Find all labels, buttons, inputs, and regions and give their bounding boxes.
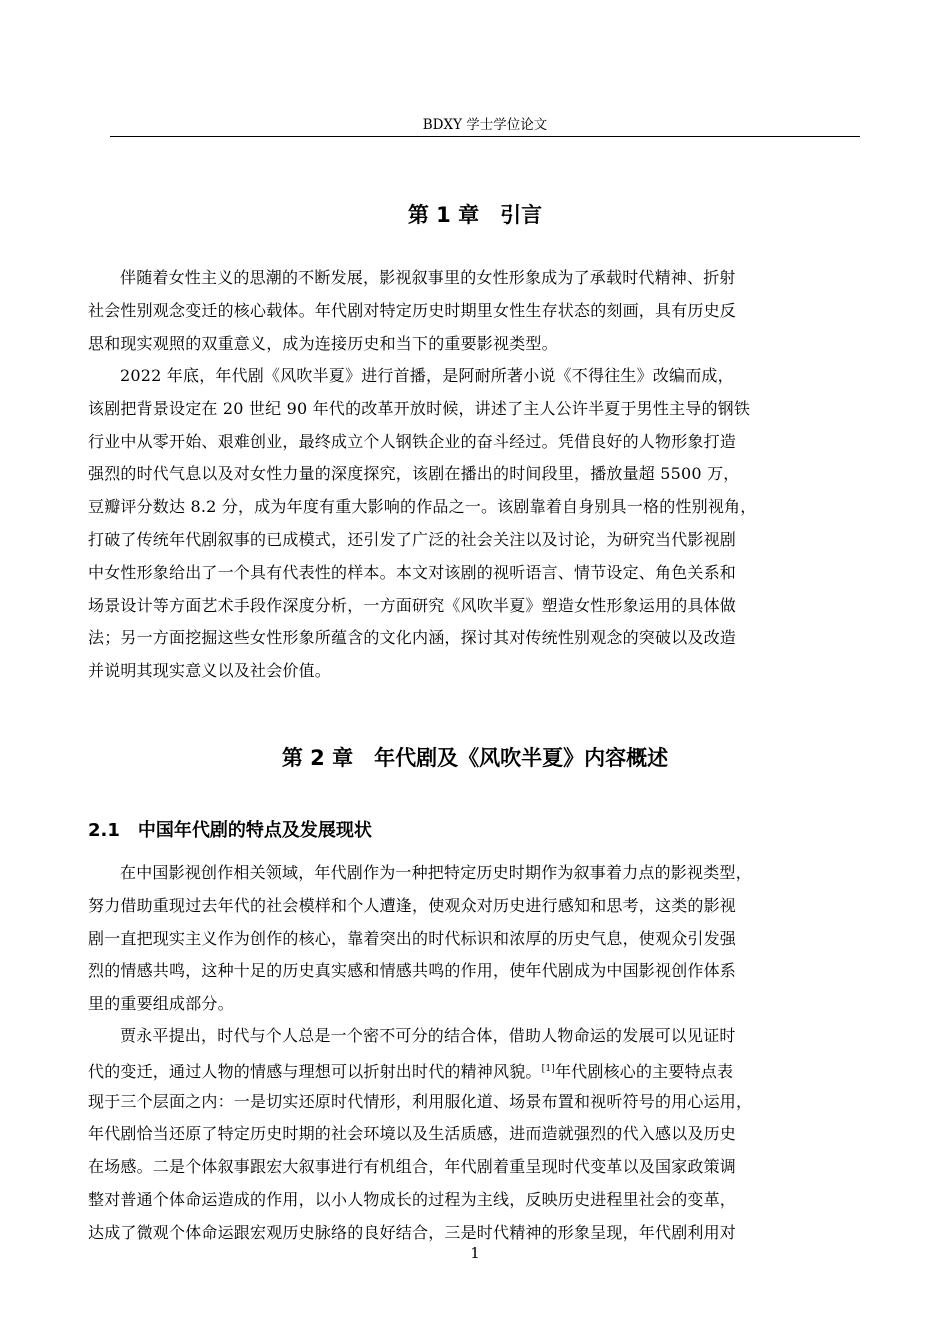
text-line: 打破了传统年代剧叙事的已成模式，还引发了广泛的社会关注以及讨论，为研究当代影视剧 bbox=[88, 529, 737, 549]
text-line: 年代剧恰当还原了特定历史时期的社会环境以及生活质感，进而造就强烈的代入感以及历史 bbox=[88, 1124, 737, 1144]
text-segment: 年代剧核心的主要特点表 bbox=[554, 1061, 734, 1081]
text-line: 法；另一方面挖掘这些女性形象所蕴含的文化内涵，探讨其对传统性别观念的突破以及改造 bbox=[88, 628, 737, 648]
text-line: 社会性别观念变迁的核心载体。年代剧对特定历史时期里女性生存状态的刻画，具有历史反 bbox=[88, 300, 737, 320]
text-line: 现于三个层面之内：一是切实还原时代情形，利用服化道、场景布置和视听符号的用心运用， bbox=[88, 1091, 753, 1111]
text-line: 达成了微观个体命运跟宏观历史脉络的良好结合，三是时代精神的形象呈现，年代剧利用对 bbox=[88, 1222, 737, 1242]
text-line: 里的重要组成部分。 bbox=[88, 994, 234, 1014]
chapter-1-title: 第 1 章 引言 bbox=[407, 203, 543, 227]
text-segment: 代的变迁，通过人物的情感与理想可以折射出时代的精神风貌。 bbox=[88, 1061, 542, 1081]
text-line: 思和现实观照的双重意义，成为连接历史和当下的重要影视类型。 bbox=[88, 333, 558, 353]
text-line: 在中国影视创作相关领域，年代剧作为一种把特定历史时期作为叙事着力点的影视类型， bbox=[120, 863, 752, 882]
text-line bbox=[88, 1053, 862, 1086]
text-line: 并说明其现实意义以及社会价值。 bbox=[88, 661, 332, 681]
text-line: 烈的情感共鸣，这种十足的历史真实感和情感共鸣的作用，使年代剧成为中国影视创作体系 bbox=[88, 961, 737, 981]
text-line: 豆瓣评分数达 8.2 分，成为年度有重大影响的作品之一。该剧靠着自身别具一格的性别视角， bbox=[88, 497, 757, 517]
section-2-1-paragraph-1 bbox=[88, 857, 862, 1021]
text-line: 贾永平提出，时代与个人总是一个密不可分的结合体，借助人物命运的发展可以见证时 bbox=[120, 1026, 736, 1045]
text-line: 2022 年底，年代剧《风吹半夏》进行首播，是阿耐所著小说《不得往生》改编而成， bbox=[120, 366, 734, 385]
text-line: 场景设计等方面艺术手段作深度分析，一方面研究《风吹半夏》塑造女性形象运用的具体做 bbox=[88, 595, 737, 615]
text-line: 强烈的时代气息以及对女性力量的深度探究，该剧在播出的时间段里，播放量超 5500 万， bbox=[88, 464, 740, 484]
text-line: 行业中从零开始、艰难创业，最终成立个人钢铁企业的奋斗经过。凭借良好的人物形象打造 bbox=[88, 431, 737, 451]
text-line: 整对普通个体命运造成的作用，以小人物成长的过程为主线，反映历史进程里社会的变革， bbox=[88, 1189, 737, 1209]
text-line: 努力借助重现过去年代的社会模样和个人遭逢，使观众对历史进行感知和思考，这类的影视 bbox=[88, 895, 737, 915]
section-2-1-paragraph-2 bbox=[88, 1020, 862, 1250]
chapter-1-paragraph-2 bbox=[88, 360, 862, 688]
text-line: 中女性形象给出了一个具有代表性的样本。本文对该剧的视听语言、情节设定、角色关系和 bbox=[88, 562, 737, 582]
chapter-2-title: 第 2 章 年代剧及《风吹半夏》内容概述 bbox=[281, 746, 669, 770]
page-number: 1 bbox=[470, 1244, 480, 1262]
header-text: BDXY 学士学位论文 bbox=[422, 117, 548, 133]
text-line: 伴随着女性主义的思潮的不断发展，影视叙事里的女性形象成为了承载时代精神、折射 bbox=[120, 268, 736, 287]
text-line: 剧一直把现实主义作为创作的核心，靠着突出的时代标识和浓厚的历史气息，使观众引发强 bbox=[88, 928, 737, 948]
section-2-1-title: 2.1 中国年代剧的特点及发展现状 bbox=[88, 820, 372, 841]
citation-ref[interactable]: [1] bbox=[541, 1063, 555, 1074]
text-line: 该剧把背景设定在 20 世纪 90 年代的改革开放时候，讲述了主人公许半夏于男性主导的钢铁 bbox=[88, 398, 751, 418]
chapter-1-paragraph-1 bbox=[88, 262, 862, 360]
header-rule bbox=[110, 136, 860, 137]
text-line: 在场感。二是个体叙事跟宏大叙事进行有机组合，年代剧着重呈现时代变革以及国家政策调 bbox=[88, 1157, 737, 1177]
